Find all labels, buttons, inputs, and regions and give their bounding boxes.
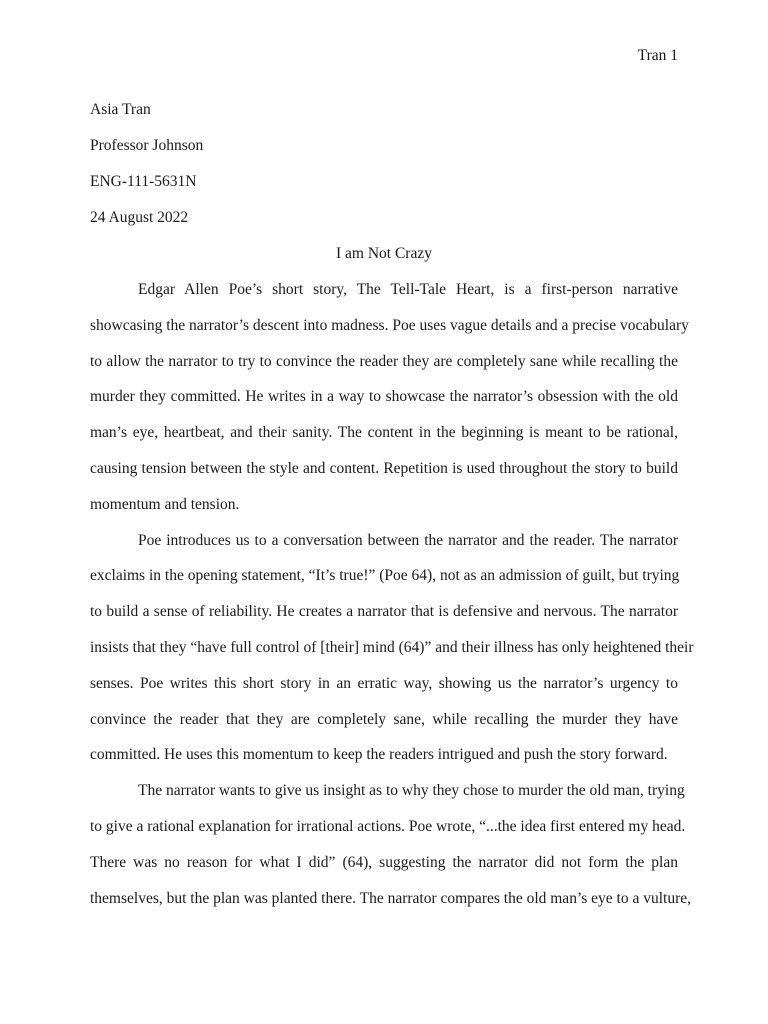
student-name: Asia Tran	[90, 101, 151, 118]
paragraph-line: convince the reader that they are completely sane, while recalling the murder they have	[90, 710, 678, 728]
paragraph-3	[90, 773, 692, 916]
paragraph-line: man’s eye, heartbeat, and their sanity. The content in the beginning is meant to be rational,	[90, 424, 678, 442]
paragraph-line: to allow the narrator to try to convince the reader they are completely sane while recalling the	[90, 352, 678, 370]
paragraph-line: The narrator wants to give us insight as to why they chose to murder the old man, trying	[138, 782, 685, 800]
essay-title: I am Not Crazy	[336, 245, 432, 262]
paragraph-line: There was no reason for what I did” (64), suggesting the narrator did not form the plan	[90, 853, 678, 871]
paragraph-line: murder they committed. He writes in a way to showcase the narrator’s obsession with the old	[90, 388, 678, 406]
document-body	[90, 92, 694, 916]
paragraph-line: momentum and tension.	[90, 495, 240, 513]
paragraph-2	[90, 523, 694, 774]
paragraph-line: senses. Poe writes this short story in an erratic way, showing us the narrator’s urgency to	[90, 674, 678, 692]
paragraph-line: to give a rational explanation for irrational actions. Poe wrote, “...the idea first entered my head.	[90, 817, 686, 835]
paragraph-line: Poe introduces us to a conversation between the narrator and the reader. The narrator	[138, 531, 678, 549]
course-code: ENG-111-5631N	[90, 173, 197, 190]
paragraph-line: causing tension between the style and content. Repetition is used throughout the story to build	[90, 459, 678, 477]
paragraph-line: showcasing the narrator’s descent into madness. Poe uses vague details and a precise vocabulary	[90, 316, 689, 334]
professor-name: Professor Johnson	[90, 137, 204, 154]
paragraph-line: committed. He uses this momentum to keep the readers intrigued and push the story forward.	[90, 746, 668, 764]
paragraph-line: Edgar Allen Poe’s short story, The Tell-Tale Heart, is a first-person narrative	[138, 281, 678, 298]
paragraph-line: themselves, but the plan was planted there. The narrator compares the old man’s eye to a vulture,	[90, 889, 692, 907]
running-header: Tran 1	[637, 47, 678, 64]
paragraph-1	[90, 272, 689, 523]
date-line: 24 August 2022	[90, 209, 189, 226]
paragraph-line: insists that they “have full control of [their] mind (64)” and their illness has only heightened their	[90, 638, 694, 656]
paragraph-line: exclaims in the opening statement, “It’s true!” (Poe 64), not as an admission of guilt, but trying	[90, 567, 680, 585]
paragraph-line: to build a sense of reliability. He creates a narrator that is defensive and nervous. The narrator	[90, 603, 678, 621]
